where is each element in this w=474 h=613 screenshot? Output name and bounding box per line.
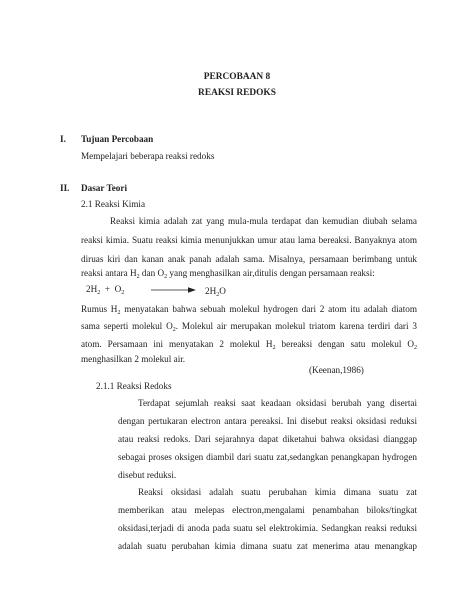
paragraph-line: reaksi antara $H_2$ dan $O_2$ yang menghasilkan air,ditulis dengan persamaan reaksi: xyxy=(81,268,375,280)
citation: (Keenan,1986) xyxy=(309,365,364,375)
paragraph-line: sebagai proses oksigen diambil dari suatu zat,sedangkan penangkapan hydrogen xyxy=(118,452,417,462)
paragraph-line: dengan pertukaran electron antara pereaksi. Ini disebut reaksi oksidasi reduksi xyxy=(118,416,417,426)
paragraph-line: Rumus $H_2$ menyatakan bahwa sebuah molekul hydrogen dari 2 atom itu adalah diatom xyxy=(81,304,417,315)
section2-heading: Dasar Teori xyxy=(81,183,128,193)
section2-numeral: II. xyxy=(60,183,70,193)
paragraph-line: Reaksi oksidasi adalah suatu perubahan kimia dimana suatu zat xyxy=(138,487,417,497)
section1-numeral: I. xyxy=(60,134,66,144)
paragraph-line: menghasilkan 2 molekul air. xyxy=(81,354,186,364)
paragraph-line: sama seperti molekul $O_2$. Molekul air merupakan molekul triatom karena terdiri dari 3 xyxy=(81,321,417,332)
subsection-title-reaksi-kimia: 2.1 Reaksi Kimia xyxy=(81,199,146,209)
paragraph-line: atau reaksi redoks. Dari sejarahnya dapat diketahui bahwa oksidasi dianggap xyxy=(118,434,417,444)
paragraph-line: diruas kiri dan kanan anak panah adalah sama. Misalnya, persamaan berimbang untuk xyxy=(81,254,417,264)
page-title-line1: PERCOBAAN 8 xyxy=(203,72,271,82)
paragraph-line: Terdapat sejumlah reaksi saat keadaan oksidasi berubah yang disertai xyxy=(138,398,417,408)
paragraph-line: atom. Persamaan ini menyatakan 2 molekul $H_2$ bereaksi dengan satu molekul $O_2$ xyxy=(81,339,417,350)
paragraph-line: reaksi kimia. Suatu reaksi kimia menunjukkan umur atau lama bereaksi. Banyaknya atom xyxy=(81,235,417,245)
paragraph-line: adalah suatu perubahan kimia dimana suatu zat menerima atau menangkap xyxy=(118,541,417,551)
chemical-equation-product: $2H_2O$ xyxy=(205,286,226,298)
section1-heading: Tujuan Percobaan xyxy=(81,134,154,144)
page-title-line2: REAKSI REDOKS xyxy=(198,88,276,98)
reaction-arrow-icon xyxy=(150,286,198,294)
subsection-title-reaksi-redoks: 2.1.1 Reaksi Redoks xyxy=(96,381,172,391)
paragraph-line: disebut reduksi. xyxy=(118,470,177,480)
chemical-equation: $2H_2 + O_2$ xyxy=(86,284,125,296)
paragraph-line: memberikan atau melepas electron,mengalami penambahan biloks/tingkat xyxy=(118,505,417,515)
paragraph-line: oksidasi,terjadi di anoda pada suatu sel elektrokimia. Sedangkan reaksi reduksi xyxy=(118,523,417,533)
section1-text: Mempelajari beberapa reaksi redoks xyxy=(81,151,215,161)
paragraph-line: Reaksi kimia adalah zat yang mula-mula terdapat dan kemudian diubah selama xyxy=(110,216,417,226)
